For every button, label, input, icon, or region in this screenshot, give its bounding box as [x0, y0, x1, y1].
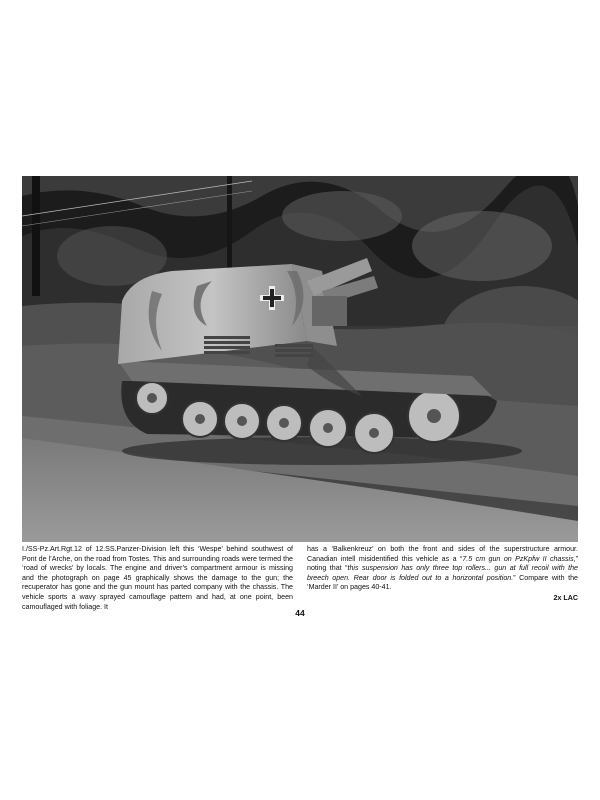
caption-right-part2: ,” noting that “: [307, 554, 578, 573]
photo-caption: [22, 545, 578, 612]
caption-column-right: [307, 545, 578, 612]
caption-right-part1: has a ‘Balkenkreuz’ on both the front and sides of the superstructure armour. Canadian intell misidentified this vehicle as a “: [307, 545, 578, 563]
caption-left-text: I./SS-Pz.Art.Rgt.12 of 12.SS.Panzer-Division left this ‘Wespe’ behind southwest of Pont de l’Arche, on the road from Tostes. This and surrounding roads were termed the ‘road of wrecks’ by locals. The engine and driver’s compartment armour is missing and the photograph on page 45 graphically shows the damage to the gun; the recuperator has gone and the gun mount has parted company with the chassis. The vehicle sports a wavy sprayed camouflage pattern and had, at one point, been camouflaged with foliage. It: [22, 545, 293, 611]
caption-column-left: [22, 545, 293, 612]
page-number: 44: [295, 608, 305, 618]
caption-right-quote2: this suspension has only three top rollers... gun at full recoil with the breech open. Rear door is folded out to a horizontal position.: [307, 564, 578, 582]
caption-right-text: [307, 545, 578, 593]
photo-credit: 2x LAC: [553, 593, 578, 602]
caption-right-quote1: 7.5 cm gun on PzKpfw II chassis: [462, 554, 574, 563]
caption-right-part3: ” Compare with the ‘Marder II’ on pages 40-41.: [307, 573, 578, 592]
wespe-photograph: [22, 176, 578, 542]
